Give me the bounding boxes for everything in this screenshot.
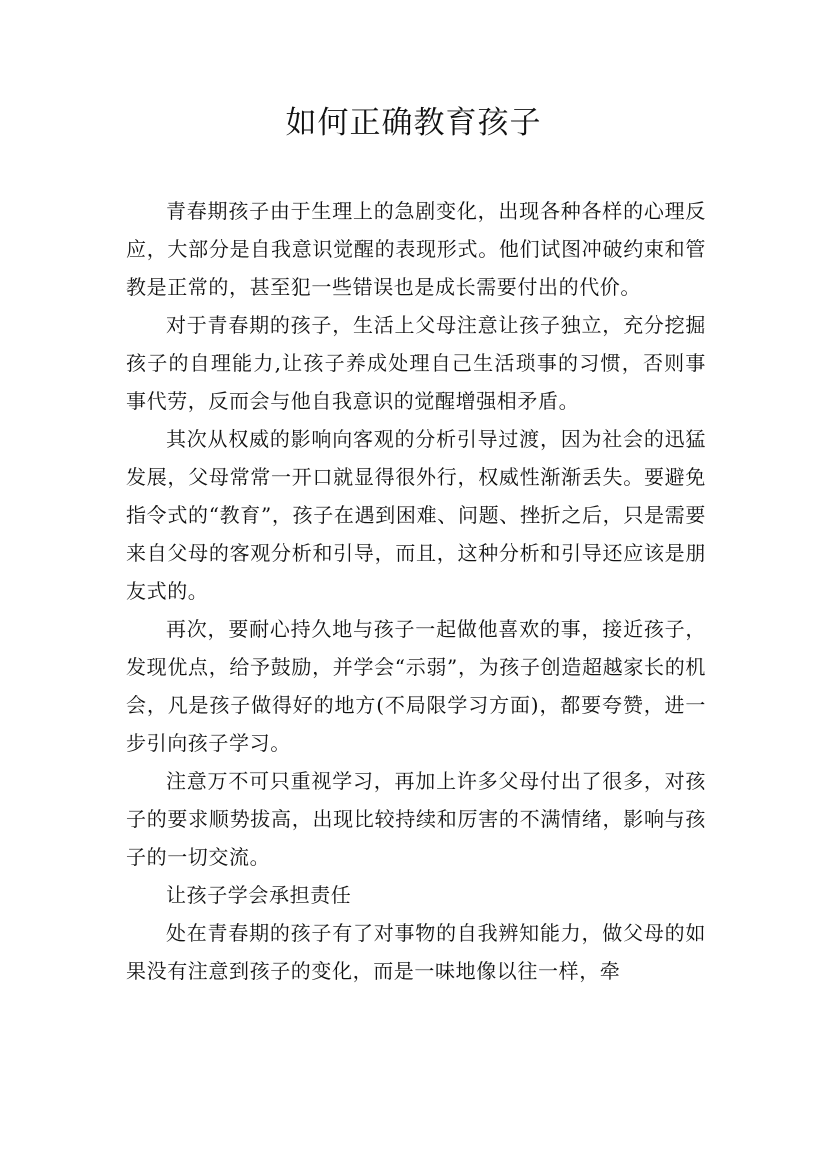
paragraph-5: 注意万不可只重视学习，再加上许多父母付出了很多，对孩子的要求顺势拔高，出现比较持续和厉害的不满情绪，影响与孩子的一切交流。 bbox=[126, 769, 706, 869]
paragraph-1: 青春期孩子由于生理上的急剧变化，出现各种各样的心理反应，大部分是自我意识觉醒的表现形式。他们试图冲破约束和管教是正常的，甚至犯一些错误也是成长需要付出的代价。 bbox=[126, 199, 706, 299]
paragraph-2: 对于青春期的孩子，生活上父母注意让孩子独立，充分挖掘孩子的自理能力,让孩子养成处理自己生活琐事的习惯，否则事事代劳，反而会与他自我意识的觉醒增强相矛盾。 bbox=[126, 313, 706, 413]
section-heading: 让孩子学会承担责任 bbox=[166, 883, 352, 907]
paragraph-4: 再次，要耐心持久地与孩子一起做他喜欢的事，接近孩子，发现优点，给予鼓励，并学会“示弱”，为孩子创造超越家长的机会，凡是孩子做得好的地方(不局限学习方面)，都要夸赞，进一步引向孩子学习。 bbox=[126, 617, 706, 755]
paragraph-6: 处在青春期的孩子有了对事物的自我辨知能力，做父母的如果没有注意到孩子的变化，而是一味地像以往一样，牵 bbox=[126, 921, 706, 983]
document-body bbox=[126, 192, 706, 990]
document-title: 如何正确教育孩子 bbox=[285, 105, 542, 141]
paragraph-3: 其次从权威的影响向客观的分析引导过渡，因为社会的迅猛发展，父母常常一开口就显得很外行，权威性渐渐丢失。要避免指令式的“教育”，孩子在遇到困难、问题、挫折之后，只是需要来自父母的客观分析和引导，而且，这种分析和引导还应该是朋友式的。 bbox=[126, 427, 706, 603]
